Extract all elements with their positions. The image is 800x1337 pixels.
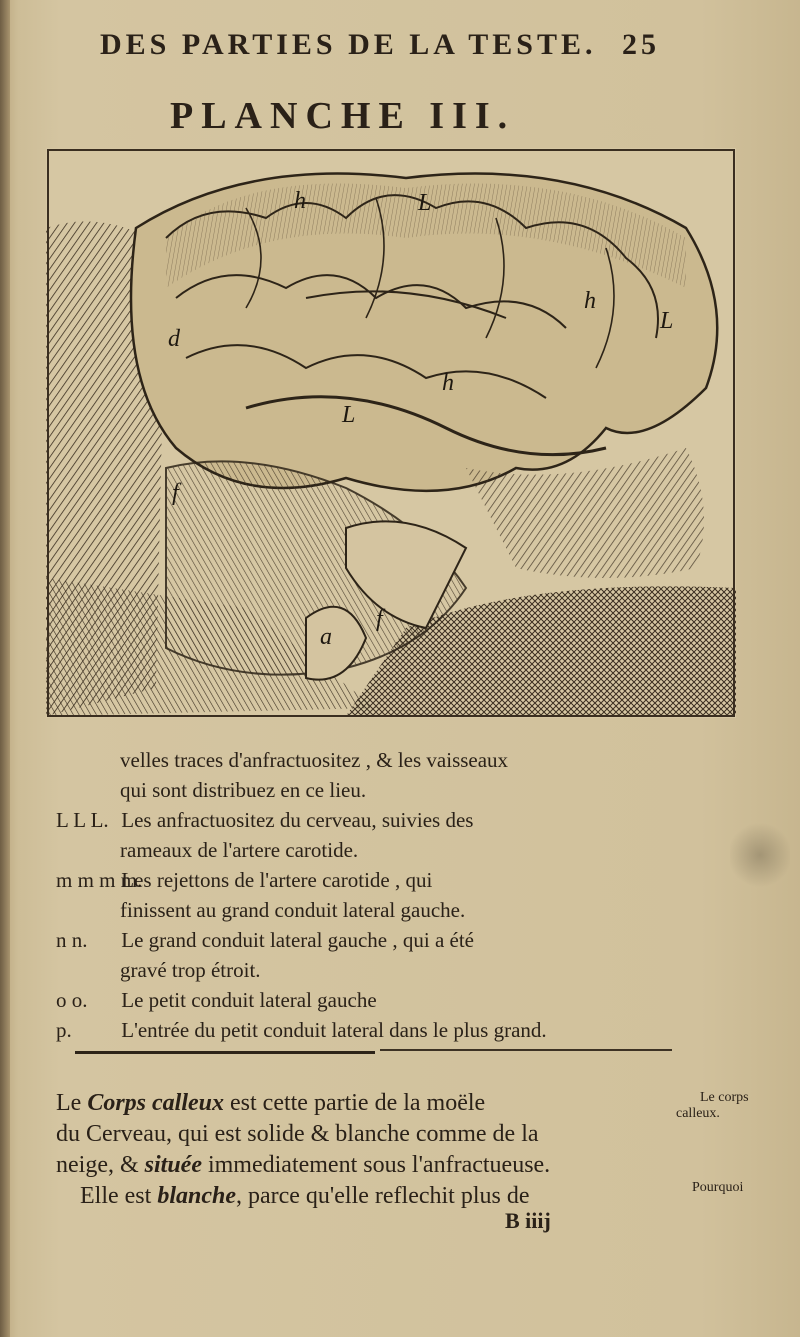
body-paragraph bbox=[56, 1088, 681, 1212]
plate-title: PLANCHE III. bbox=[170, 95, 516, 137]
running-head bbox=[100, 28, 660, 78]
margin-note-corps: Le corps bbox=[700, 1090, 749, 1105]
legend-entry: p. L'entrée du petit conduit lateral dans le plus grand. bbox=[56, 1018, 547, 1042]
signature-mark: B iiij bbox=[505, 1208, 551, 1233]
section-rule-left bbox=[75, 1051, 375, 1054]
page-number: 25 bbox=[622, 28, 660, 61]
body-line: neige, & située immediatement sous l'anfractueuse. bbox=[56, 1152, 551, 1178]
plate-legend bbox=[56, 745, 696, 1045]
body-line: du Cerveau, qui est solide & blanche comme de la bbox=[56, 1121, 539, 1147]
figure-label-L-middle: L bbox=[342, 402, 356, 428]
legend-entry: m m m m. Les rejettons de l'artere carotide , qui bbox=[56, 868, 433, 892]
margin-note-calleux: calleux. bbox=[676, 1106, 720, 1121]
figure-label-h-top: h bbox=[294, 188, 306, 214]
figure-label-f-lower: f bbox=[376, 606, 383, 632]
figure-label-h-right: h bbox=[584, 288, 596, 314]
figure-label-a: a bbox=[320, 624, 332, 650]
legend-line: qui sont distribuez en ce lieu. bbox=[120, 778, 367, 802]
page-gutter bbox=[0, 0, 10, 1337]
engraving-plate bbox=[46, 148, 736, 718]
legend-line: velles traces d'anfractuositez , & les vaisseaux bbox=[120, 748, 509, 772]
running-title: DES PARTIES DE LA TESTE. bbox=[100, 28, 597, 61]
paper-stain bbox=[730, 820, 790, 890]
body-line: Le Corps calleux est cette partie de la moële bbox=[56, 1090, 486, 1116]
figure-label-L-right: L bbox=[660, 308, 674, 334]
legend-line: finissent au grand conduit lateral gauche. bbox=[120, 898, 466, 922]
body-line: Elle est blanche, parce qu'elle reflechit plus de bbox=[80, 1183, 530, 1209]
legend-line: gravé trop étroit. bbox=[120, 958, 261, 982]
legend-entry: L L L. Les anfractuositez du cerveau, suivies des bbox=[56, 808, 474, 832]
legend-line: rameaux de l'artere carotide. bbox=[120, 838, 359, 862]
legend-entry: o o. Le petit conduit lateral gauche bbox=[56, 988, 377, 1012]
legend-entry: n n. Le grand conduit lateral gauche , qui a été bbox=[56, 928, 475, 952]
figure-label-L-top: L bbox=[418, 190, 432, 216]
section-rule-right bbox=[380, 1049, 672, 1051]
figure-label-f-left: f bbox=[172, 480, 179, 506]
figure-label-h-middle: h bbox=[442, 370, 454, 396]
figure-label-d: d bbox=[168, 326, 180, 352]
margin-note-pourquoi: Pourquoi bbox=[692, 1180, 744, 1195]
